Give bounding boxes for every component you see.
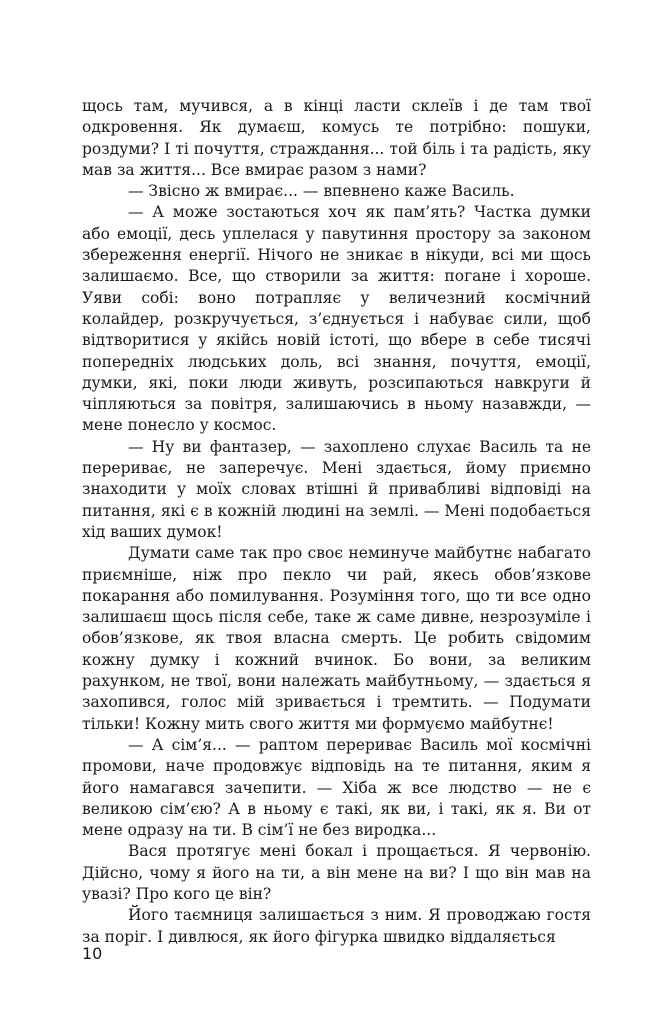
paragraph-4: — Ну ви фантазер, — захоплено слухає Василь та не перериває, не заперечує. Мені здається, йому приємно знаходити у моїх словах втішні й привабливі відповіді на питання, які є в кожній людині на землі. — Мені подобається хід ваших думок! [82, 437, 591, 541]
paragraph-3: — А може зостаються хоч як пам’ять? Частка думки або емоції, десь уплелася у павутиння простору за законом збереження енергії. Нічого не зникає в нікуди, всі ми щось залишаємо. Все, що створили за життя: погане і хороше. Уяви собі: воно потрапляє у величезний космічний колайдер, розкручується, з’єднується і набуває сили, щоб відтворитися у якійсь новій істоті, що вбере в себе тисячі попередніх людських доль, всі знання, почуття, емоції, думки, які, поки люди живуть, розсипаються навкруги й чіпляються за повітря, залишаючись в ньому назавжди, — мене понесло у космос. [82, 203, 591, 435]
paragraph-5: Думати саме так про своє неминуче майбутнє набагато приємніше, ніж про пекло чи рай, якесь обов’язкове покарання або помилування. Розуміння того, що ти все одно залишаєш щось після себе, таке ж саме дивне, незрозуміле і обов’язкове, як твоя власна смерть. Це робить свідомим кожну думку і кожний вчинок. Бо вони, за великим рахунком, не твої, вони належать майбутньому, — здається я захопився, голос мій зривається і тремтить. — Подумати тільки! Кожну мить свого життя ми формуємо майбутнє! [82, 544, 591, 733]
paragraph-1: щось там, мучився, а в кінці ласти склеїв і де там твої одкровення. Як думаєш, комусь те потрібно: пошуки, роздуми? І ті почуття, страждання... той біль і та радість, яку мав за життя... Все вмирає разом з нами? [82, 97, 591, 179]
page-number: 10 [82, 944, 103, 963]
paragraph-6: — А сім’я... — раптом перериває Василь мої космічні промови, наче продовжує відповідь на те питання, яким я його намагався зачепити. — Хіба ж все людство — не є великою сім’єю? А в ньому є такі, як ви, і такі, як я. Ви от мене одразу на ти. В сім’ї не без виродка... [82, 735, 591, 840]
page-body [82, 96, 591, 948]
paragraph-7: Вася протягує мені бокал і прощається. Я червонію. Дійсно, чому я його на ти, а він мене на ви? І що він мав на увазі? Про кого це він? [82, 842, 591, 903]
paragraph-8: Його таємниця залишається з ним. Я проводжаю гостя за поріг. І дивлюся, як його фігурка швидко віддаляється [82, 906, 591, 946]
paragraph-2: — Звісно ж вмирає... — впевнено каже Василь. [128, 182, 515, 201]
